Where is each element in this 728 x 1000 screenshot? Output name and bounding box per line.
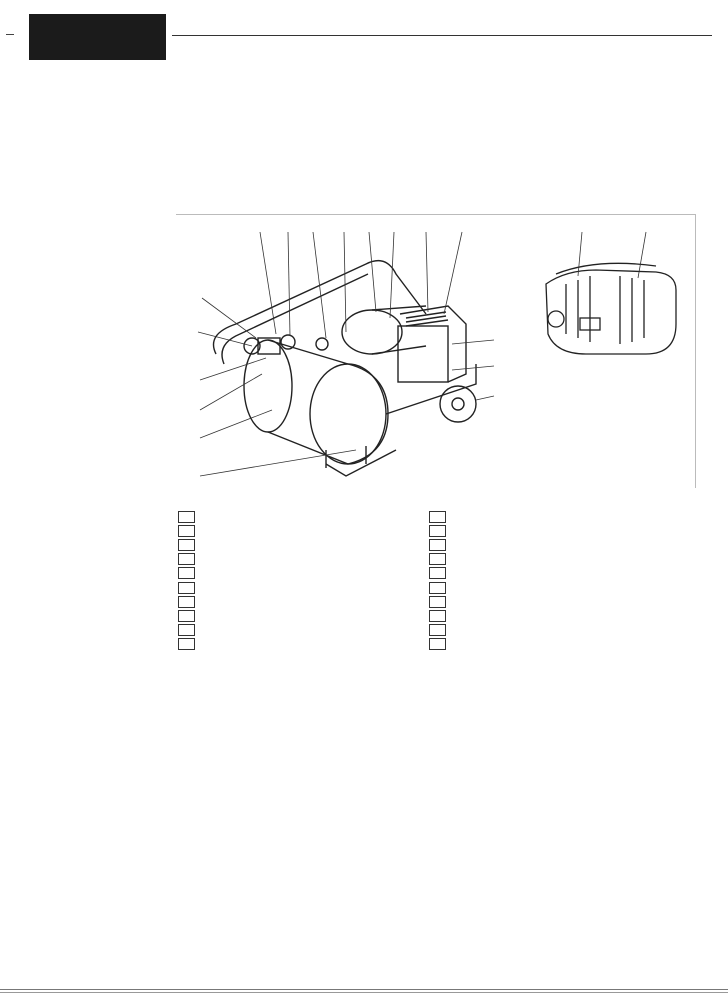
legend-item: [429, 637, 462, 651]
legend-key: [429, 624, 446, 636]
legend-key: [178, 596, 195, 608]
compressor-drawing: [176, 214, 696, 488]
legend-item: [178, 637, 211, 651]
legend-key: [429, 539, 446, 551]
legend-key: [429, 511, 446, 523]
legend-key: [178, 610, 195, 622]
legend-item: [429, 510, 462, 524]
legend-key: [178, 582, 195, 594]
wheel: [440, 386, 476, 422]
legend-item: [178, 580, 211, 594]
motor: [342, 310, 402, 354]
legend-key: [178, 638, 195, 650]
legend-key: [429, 582, 446, 594]
legend-item: [178, 609, 211, 623]
legend-item: [429, 524, 462, 538]
pump-block: [398, 326, 448, 382]
bottom-rule: [0, 989, 728, 990]
tank-body: [268, 340, 388, 464]
legend-key: [429, 525, 446, 537]
legend-key: [178, 525, 195, 537]
tank-end-right: [310, 364, 386, 464]
legend-item: [178, 524, 211, 538]
legend-item: [429, 623, 462, 637]
legend-key: [178, 553, 195, 565]
bottom-rule-2: [0, 992, 728, 993]
legend-item: [429, 552, 462, 566]
legend-key: [178, 511, 195, 523]
legend-item: [178, 510, 211, 524]
legend-key: [178, 539, 195, 551]
legend-item: [178, 623, 211, 637]
header-rule: [172, 35, 712, 36]
legend-key: [429, 596, 446, 608]
legend-right: [429, 510, 462, 651]
legend-left: [178, 510, 211, 651]
legend-key: [429, 567, 446, 579]
legend-key: [178, 624, 195, 636]
legend-item: [429, 609, 462, 623]
legend-item: [178, 538, 211, 552]
margin-mark: [6, 34, 14, 35]
two-cylinder-drawing: [546, 263, 676, 354]
legend-key: [429, 610, 446, 622]
kaeser-logo: [29, 14, 166, 60]
legend-item: [178, 595, 211, 609]
legend-key: [178, 567, 195, 579]
machine-figure: [176, 214, 696, 488]
legend-key: [429, 638, 446, 650]
legend-key: [429, 553, 446, 565]
legend-item: [178, 552, 211, 566]
legend-item: [178, 566, 211, 580]
legend-item: [429, 595, 462, 609]
frame-handle: [214, 261, 427, 354]
legend-item: [429, 566, 462, 580]
legend-item: [429, 538, 462, 552]
legend-item: [429, 580, 462, 594]
